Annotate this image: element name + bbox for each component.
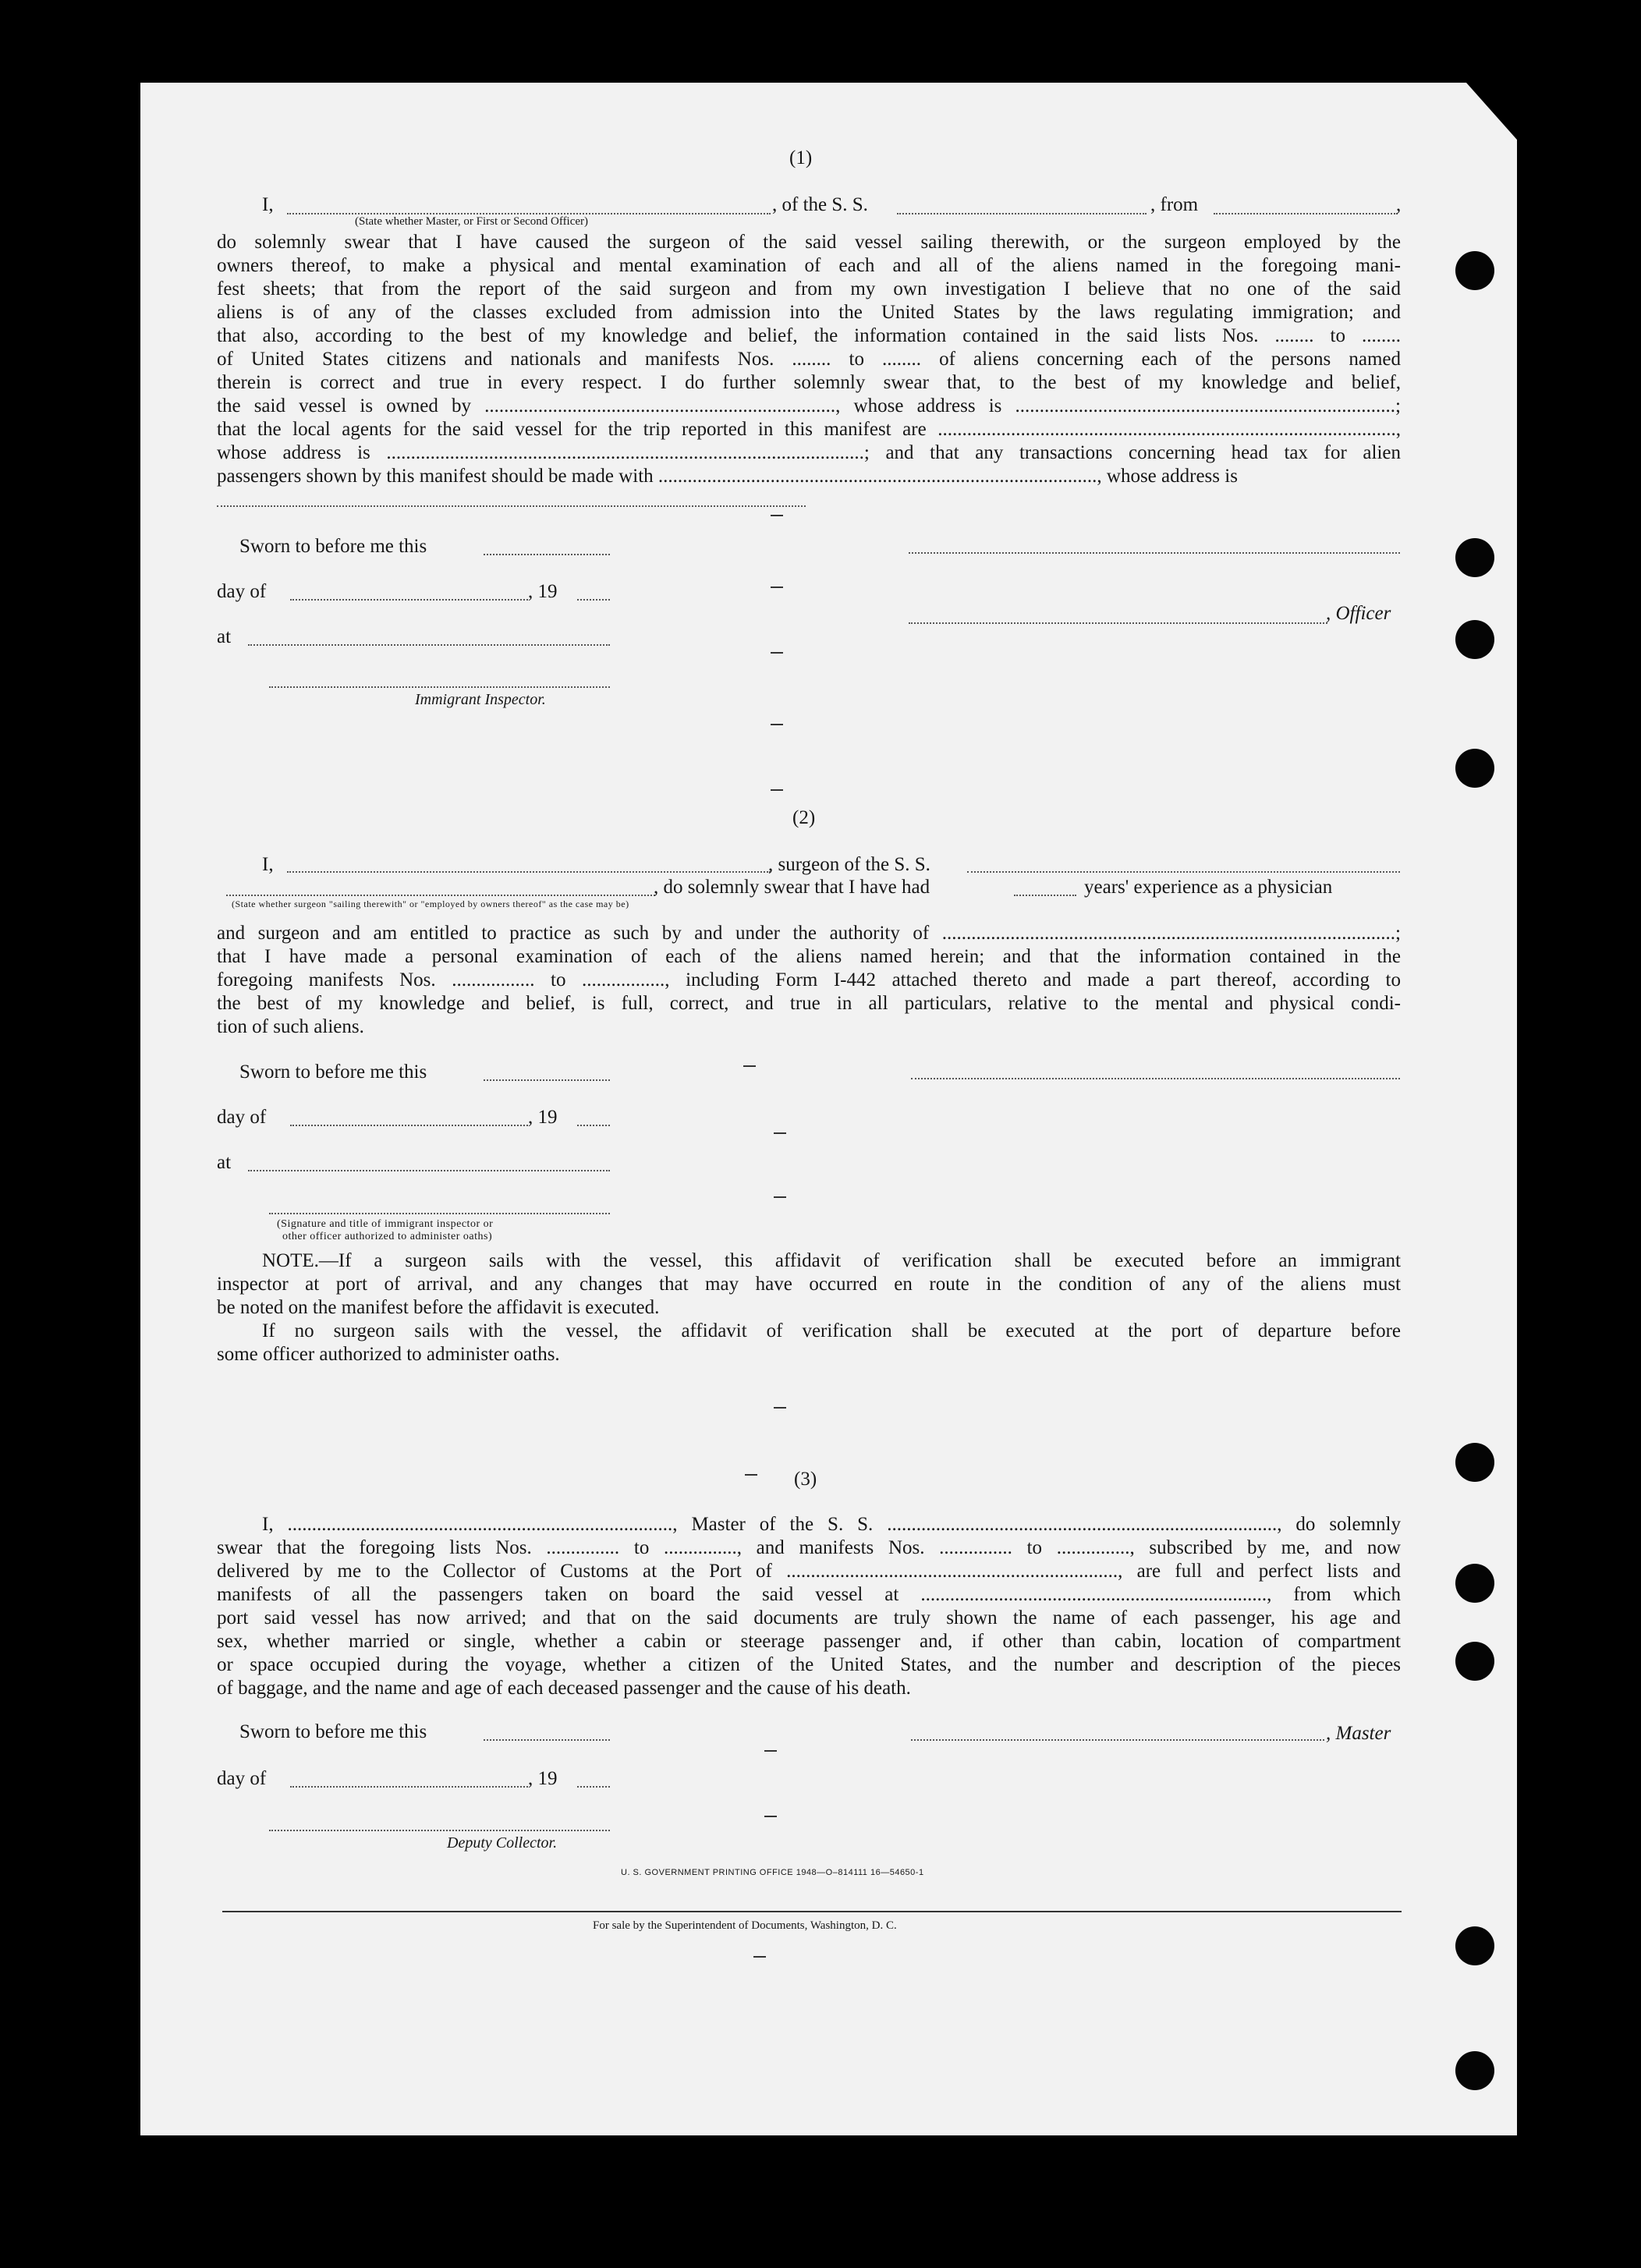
sworn-label-3: Sworn to before me this [239, 1721, 427, 1742]
surgeon-of-ss-label: , surgeon of the S. S. [768, 854, 930, 875]
deputy-signature-field[interactable] [269, 1830, 610, 1831]
dash [774, 1196, 786, 1198]
day-of-label-2: day of [217, 1107, 267, 1128]
binder-hole [1455, 538, 1494, 577]
sale-notice: For sale by the Superintendent of Documents, Washington, D. C. [593, 1919, 897, 1932]
text-line: do solemnly swear that I have caused the surgeon of the said vessel sailing therewith, or the surgeon employed by the [217, 232, 1401, 253]
inspector-signature-field-2[interactable] [269, 1213, 610, 1214]
of-ss-label: , of the S. S. [772, 194, 868, 215]
text-line: If no surgeon sails with the vessel, the affidavit of verification shall be executed at the port of departure before [262, 1320, 1401, 1341]
section-1-oath-text [217, 231, 1401, 488]
vessel-name-field[interactable] [897, 213, 1147, 214]
year-label-2: , 19 [528, 1107, 558, 1128]
dash [745, 1474, 757, 1476]
text-line: I, ..............................................................................., Master of the S. S. ................................................................................, do solemnly [262, 1514, 1401, 1535]
sworn-date-field-2[interactable] [484, 1079, 610, 1081]
binder-hole [1455, 1926, 1494, 1965]
immigrant-inspector-label: Immigrant Inspector. [415, 691, 546, 708]
surgeon-status-field[interactable] [226, 895, 655, 896]
text-line: delivered by me to the Collector of Customs at the Port of ...................................................................., are full and perfect lists and [217, 1561, 1401, 1582]
surgeon-status-note: (State whether surgeon "sailing therewith" or "employed by owners thereof" as the case may be) [232, 898, 629, 909]
years-experience-label: years' experience as a physician [1084, 877, 1333, 898]
note-paragraph [217, 1249, 1401, 1320]
text-line: the said vessel is owned by ........................................................................, whose address is ..............................................................................; [217, 395, 1401, 416]
section-2-heading: (2) [792, 807, 816, 828]
text-line: some officer authorized to administer oaths. [217, 1344, 560, 1365]
section-2-oath-text [217, 922, 1401, 1039]
officer-rank-field[interactable] [287, 213, 771, 214]
dash [774, 1132, 786, 1134]
day-of-label-1: day of [217, 581, 267, 602]
signature-note-line-2: other officer authorized to administer oaths) [282, 1231, 493, 1242]
deputy-collector-label: Deputy Collector. [447, 1834, 558, 1852]
dash [771, 586, 783, 588]
year-field-1[interactable] [577, 599, 610, 601]
text-line: inspector at port of arrival, and any changes that may have occurred en route in the condition of any of the aliens must [217, 1274, 1401, 1295]
dash [771, 515, 783, 516]
sworn-date-field-1[interactable] [484, 554, 610, 555]
gpo-imprint: U. S. GOVERNMENT PRINTING OFFICE 1948—O–814111 16—54650-1 [621, 1868, 924, 1877]
dash [764, 1816, 777, 1817]
master-signature-field[interactable] [911, 1739, 1324, 1741]
at-label-2: at [217, 1152, 232, 1173]
comma: , [1396, 194, 1402, 215]
surgeon-signature-field[interactable] [911, 1078, 1400, 1079]
text-line: be noted on the manifest before the affidavit is executed. [217, 1297, 660, 1318]
dash [771, 789, 783, 791]
dash [753, 1956, 766, 1958]
dash [771, 724, 783, 725]
binder-hole [1455, 620, 1494, 659]
section-3-oath-text [217, 1513, 1401, 1700]
text-line: tion of such aliens. [217, 1016, 364, 1037]
text-line: manifests of all the passengers taken on board the said vessel at ......................................................................., from which [217, 1584, 1401, 1605]
day-month-field-1[interactable] [290, 599, 528, 601]
surgeon-name-field[interactable] [287, 871, 771, 873]
footer-rule [222, 1911, 1402, 1912]
note-paragraph-2 [217, 1320, 1401, 1366]
signature-note-line-1: (Signature and title of immigrant inspector or [277, 1218, 494, 1230]
text-line: that also, according to the best of my knowledge and belief, the information contained in the said lists Nos. ........ to ........ [217, 325, 1401, 346]
text-line: swear that the foregoing lists Nos. ............... to ..............., and manifests Nos. ............... to ..............., subscribed by me, and now [217, 1537, 1401, 1558]
text-line: sex, whether married or single, whether a cabin or steerage passenger and, if other than cabin, location of compartment [217, 1631, 1401, 1652]
text-line: the best of my knowledge and belief, is full, correct, and true in all particulars, relative to the mental and physical condi- [217, 993, 1401, 1014]
day-month-field-2[interactable] [290, 1125, 528, 1126]
at-label-1: at [217, 626, 232, 647]
text-line: fest sheets; that from the report of the said surgeon and from my own investigation I believe that no one of the said [217, 278, 1401, 299]
text-line: whose address is ..................................................................................................; and that any transactions concerning head tax for alien [217, 442, 1401, 463]
text-line: port said vessel has now arrived; and that on the said documents are truly shown the name of each passenger, his age and [217, 1607, 1401, 1628]
oath-i-2: I, [262, 854, 274, 875]
text-line: of baggage, and the name and age of each deceased passenger and the cause of his death. [217, 1678, 911, 1699]
year-field-3[interactable] [577, 1786, 610, 1788]
text-line: NOTE.—If a surgeon sails with the vessel, this affidavit of verification shall be executed before an immigrant [262, 1250, 1401, 1271]
text-line: and surgeon and am entitled to practice as such by and under the authority of .............................................................................................; [217, 923, 1401, 944]
text-line: owners thereof, to make a physical and mental examination of each and all of the aliens named in the foregoing mani- [217, 255, 1401, 276]
binder-hole [1455, 1642, 1494, 1681]
dash [764, 1750, 777, 1752]
officer-title-field[interactable] [909, 622, 1327, 624]
binder-hole [1455, 2051, 1494, 2090]
day-month-field-3[interactable] [290, 1786, 528, 1788]
binder-hole [1455, 749, 1494, 788]
binder-hole [1455, 1564, 1494, 1603]
officer-label: , Officer [1326, 603, 1391, 624]
section-1-heading: (1) [789, 147, 813, 168]
binder-hole [1455, 251, 1494, 290]
text-line: passengers shown by this manifest should be made with .........................................................................................., whose address is [217, 466, 1238, 487]
dash [774, 1407, 786, 1409]
text-line: therein is correct and true in every respect. I do further solemnly swear that, to the best of my knowledge and belief, [217, 372, 1401, 393]
dash [771, 652, 783, 654]
text-line: of United States citizens and nationals and manifests Nos. ........ to ........ of aliens concerning each of the persons named [217, 349, 1401, 370]
sworn-label-2: Sworn to before me this [239, 1061, 427, 1083]
at-place-field-2[interactable] [248, 1170, 610, 1171]
text-line: foregoing manifests Nos. ................. to ................., including Form I-442 attached thereto and made a part thereof, according to [217, 969, 1401, 990]
years-field[interactable] [1014, 895, 1076, 896]
text-line: that I have made a personal examination of each of the aliens named herein; and that the information contained in the [217, 946, 1401, 967]
address-continuation-field[interactable] [217, 505, 806, 507]
year-field-2[interactable] [577, 1125, 610, 1126]
dash [743, 1065, 756, 1067]
text-line: or space occupied during the voyage, whether a citizen of the United States, and the number and description of the pieces [217, 1654, 1401, 1675]
section-3-heading: (3) [794, 1469, 817, 1490]
text-line: that the local agents for the said vessel for the trip reported in this manifest are .............................................................................................., [217, 419, 1401, 440]
surgeon-vessel-field[interactable] [967, 871, 1400, 873]
from-label: , from [1150, 194, 1199, 215]
text-line: aliens is of any of the classes excluded from admission into the United States by the laws regulating immigration; and [217, 302, 1401, 323]
sworn-date-field-3[interactable] [484, 1739, 610, 1741]
from-port-field[interactable] [1214, 213, 1398, 214]
at-place-field-1[interactable] [248, 644, 610, 646]
officer-signature-field[interactable] [909, 552, 1400, 554]
oath-i: I, [262, 194, 274, 215]
year-label-3: , 19 [528, 1768, 558, 1789]
officer-rank-note: (State whether Master, or First or Second Officer) [355, 215, 589, 228]
year-label-1: , 19 [528, 581, 558, 602]
binder-hole [1455, 1443, 1494, 1482]
master-label: , Master [1326, 1723, 1391, 1744]
surgeon-swear-label: , do solemnly swear that I have had [654, 877, 930, 898]
day-of-label-3: day of [217, 1768, 267, 1789]
sworn-label-1: Sworn to before me this [239, 536, 427, 557]
